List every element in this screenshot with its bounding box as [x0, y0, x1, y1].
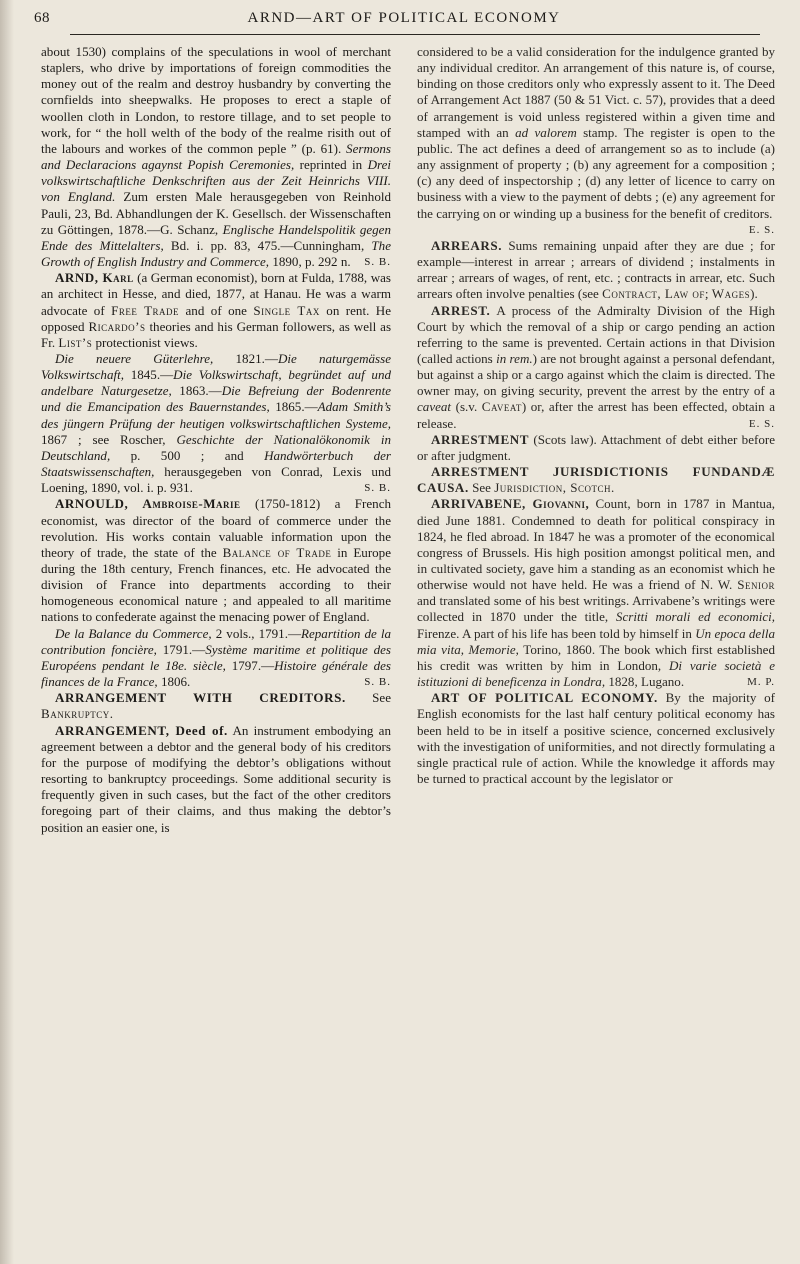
- entry-continuation: considered to be a valid consideration for the indulgence granted by any individual creditor. An arrangement of this nature is, of course, binding on those creditors only who expressly assent to it. The Deed of Arrangement Act 1887 (50 & 51 Vict. c. 57), provides that a deed of arrangement is void unless registered within a given time and stamped with an ad valorem stamp. The register is open to the public. The act defines a deed of arrangement so as to include (a) any assignment of property ; (b) any agreement for a composition ; (c) any deed of inspectorship ; (d) any letter of licence to carry on business with a view to the payment of debts ; (e) any agreement for the carrying on or winding up a business for the benefit of creditors. E. S.: [417, 44, 775, 222]
- headword: ARRIVABENE, Giovanni,: [431, 496, 590, 512]
- cross-reference: Balance of Trade: [222, 544, 332, 560]
- cross-reference: List’s: [58, 334, 93, 350]
- entry-continuation: about 1530) complains of the speculations in wool of merchant staplers, who drive by importations of foreign commodities the money out of the realm and destroy husbandry by converting the cornfields into sheepwalks. He proposes to erect a staple of woollen cloth in London, to restore tillage, and to set people to work, for “ the holl welth of the body of the realme risith out of the labours and workes of the common peple ” (p. 61). Sermons and Declaracions agaynst Popish Ceremonies, reprinted in Drei volkswirtschaftliche Denkschriften aus der Zeit Heinrichs VIII. von England. Zum ersten Male herausgegeben von Reinhold Pauli, 23, Bd. Abhandlungen der K. Gesellsch. der Wissenschaften zu Göttingen, 1878.—G. Schanz, Englische Handelspolitik gegen Ende des Mittelalters, Bd. i. pp. 83, 475.—Cunningham, The Growth of English Industry and Commerce, 1890, p. 292 n. S. B.: [41, 44, 392, 270]
- entry-arnd: ARND, Karl (a German economist), born at Fulda, 1788, was an architect in Hesse, and died, 1877, at Hanau. He was a warm advocate of Free Trade and of one Single Tax on rent. He opposed Ricardo’s theories and his German followers, as well as Fr. List’s protectionist views.: [41, 270, 392, 350]
- cross-reference: Caveat: [481, 399, 522, 415]
- entry-arrestment-jurisdictionis: ARRESTMENT JURISDICTIONIS FUNDANDÆ CAUSA. See Jurisdiction, Scotch.: [417, 464, 775, 496]
- right-column: [417, 44, 775, 787]
- cross-reference: Jurisdiction, Scotch.: [494, 480, 615, 496]
- bibliography: Die neuere Güterlehre, 1821.—Die naturgemässe Volkswirtschaft, 1845.—Die Volkswirtschaft, begründet auf und andelbare Naturgesetze, 1863.—Die Befreiung der Bodenrente und die Emancipation des Bauernstandes, 1865.—Adam Smith’s des jüngern Prüfung der heutigen volkswirtschaftlichen Systeme, 1867 ; see Roscher, Geschichte der Nationalökonomik in Deutschland, p. 500 ; and Handwörterbuch der Staatswissenschaften, herausgegeben von Conrad, Lexis und Loening, 1890, vol. i. p. 931. S. B.: [41, 350, 392, 496]
- headword: ARREARS.: [431, 237, 503, 253]
- page-header: [34, 6, 774, 34]
- binding-shadow: [0, 0, 14, 1264]
- cross-reference: Ricardo’s: [88, 318, 146, 334]
- left-column: [41, 44, 391, 836]
- entry-arnould: ARNOULD, Ambroise-Marie (1750-1812) a French economist, was director of the board of commerce under the revolution. His works contain valuable information upon the theory of trade, the state of the Balance of Trade in Europe during the 18th century, French finances, etc. He advocated the division of France into departments according to their homogeneous economical nature ; and appealed to all maritime nations to confederate against the menacing power of England.: [41, 496, 392, 625]
- entry-arrivabene: ARRIVABENE, Giovanni, Count, born in 1787 in Mantua, died June 1881. Condemned to death for political conspiracy in 1824, he fled abroad. In 1847 he was a promoter of the economical congress of Brussels. His high position amongst political men, and in cultivated society, gave him a standing as an economist which he otherwise would not have held. He was a friend of N. W. Senior and translated some of his best writings. Arrivabene’s writings were collected in 1870 under the title, Scritti morali ed economici, Firenze. A part of his life has been told by himself in Un epoca della mia vita, Memorie, Torino, 1860. The book which first established his credit was written by him in London, Di varie società e istituzioni di beneficenza in Londra, 1828, Lugano. M. P.: [417, 496, 776, 690]
- page-number: 68: [34, 10, 50, 26]
- cross-reference: Bankruptcy.: [41, 706, 114, 722]
- headword: ARREST.: [431, 302, 491, 318]
- cross-reference: Single Tax: [253, 302, 320, 318]
- running-title: ARND—ART OF POLITICAL ECONOMY: [247, 10, 561, 26]
- headword: ART OF POLITICAL ECONOMY.: [431, 690, 658, 706]
- bibliography: De la Balance du Commerce, 2 vols., 1791.—Repartition de la contribution foncière, 1791.—Système maritime et politique des Européens pendant le 18e. siècle, 1797.—Histoire générale des finances de la France, 1806. S. B.: [41, 625, 392, 690]
- headword: ARRESTMENT JURISDICTIONIS FUNDANDÆ CAUSA.: [417, 464, 775, 496]
- author-signature: S. B.: [364, 676, 391, 689]
- entry-arrears: ARREARS. Sums remaining unpaid after they are due ; for example—interest in arrear ; arrears of dividend ; instalments in arrear ; arrears of wages, of rent, etc. ; contracts in arrear, etc. Such arrears often involve penalties (see Contract, Law of; Wages).: [417, 237, 775, 302]
- author-signature: M. P.: [747, 676, 775, 689]
- headword: ARRESTMENT: [431, 431, 530, 447]
- entry-arrangement-with-creditors: ARRANGEMENT WITH CREDITORS. See Bankruptcy.: [41, 690, 391, 722]
- headword: ARNOULD, Ambroise-Marie: [55, 496, 241, 512]
- entry-art-of-political-economy: ART OF POLITICAL ECONOMY. By the majority of English economists for the last half century political economy has been held to be in itself a positive science, concerned exclusively with the investigation of uniformities, and not directly formulating a single practical rule of action. While the knowledge it affords may be turned to practical account by the legislator or: [417, 690, 775, 787]
- entry-arrangement-deed: ARRANGEMENT, Deed of. An instrument embodying an agreement between a debtor and the general body of his creditors for the purpose of modifying the debtor’s obligations without resorting to bankruptcy proceedings. Some additional security is frequently given in such cases, but the fact of the other creditors foregoing part of their claims, and thus making the debtor’s position an easier one, is: [41, 722, 391, 835]
- author-signature: S. B.: [364, 256, 391, 269]
- entry-arrestment: ARRESTMENT (Scots law). Attachment of debt either before or after judgment.: [417, 431, 776, 463]
- entry-arrest: ARREST. A process of the Admiralty Division of the High Court by which the removal of a ship or cargo pending an action referring to the same is prevented. Certain actions in that Division (called actions in rem.) are not brought against a personal defendant, but against a ship or a cargo against which the claim is directed. The owner may, on giving security, prevent the arrest by the entry of a caveat (s.v. Caveat) or, after the arrest has been effected, obtain a release. E. S.: [417, 302, 776, 431]
- cross-reference: Senior: [737, 577, 775, 593]
- headword: ARRANGEMENT WITH CREDITORS.: [55, 690, 346, 706]
- cross-reference: Free Trade: [111, 302, 180, 318]
- author-signature: E. S.: [748, 223, 775, 236]
- headword: ARND, Karl: [55, 270, 134, 286]
- cross-reference: Contract, Law of: [602, 286, 705, 302]
- header-rule: [70, 34, 760, 35]
- author-signature: S. B.: [364, 482, 391, 495]
- cross-reference: Wages: [711, 286, 751, 302]
- author-signature: E. S.: [748, 417, 775, 430]
- headword: ARRANGEMENT, Deed of.: [55, 722, 228, 738]
